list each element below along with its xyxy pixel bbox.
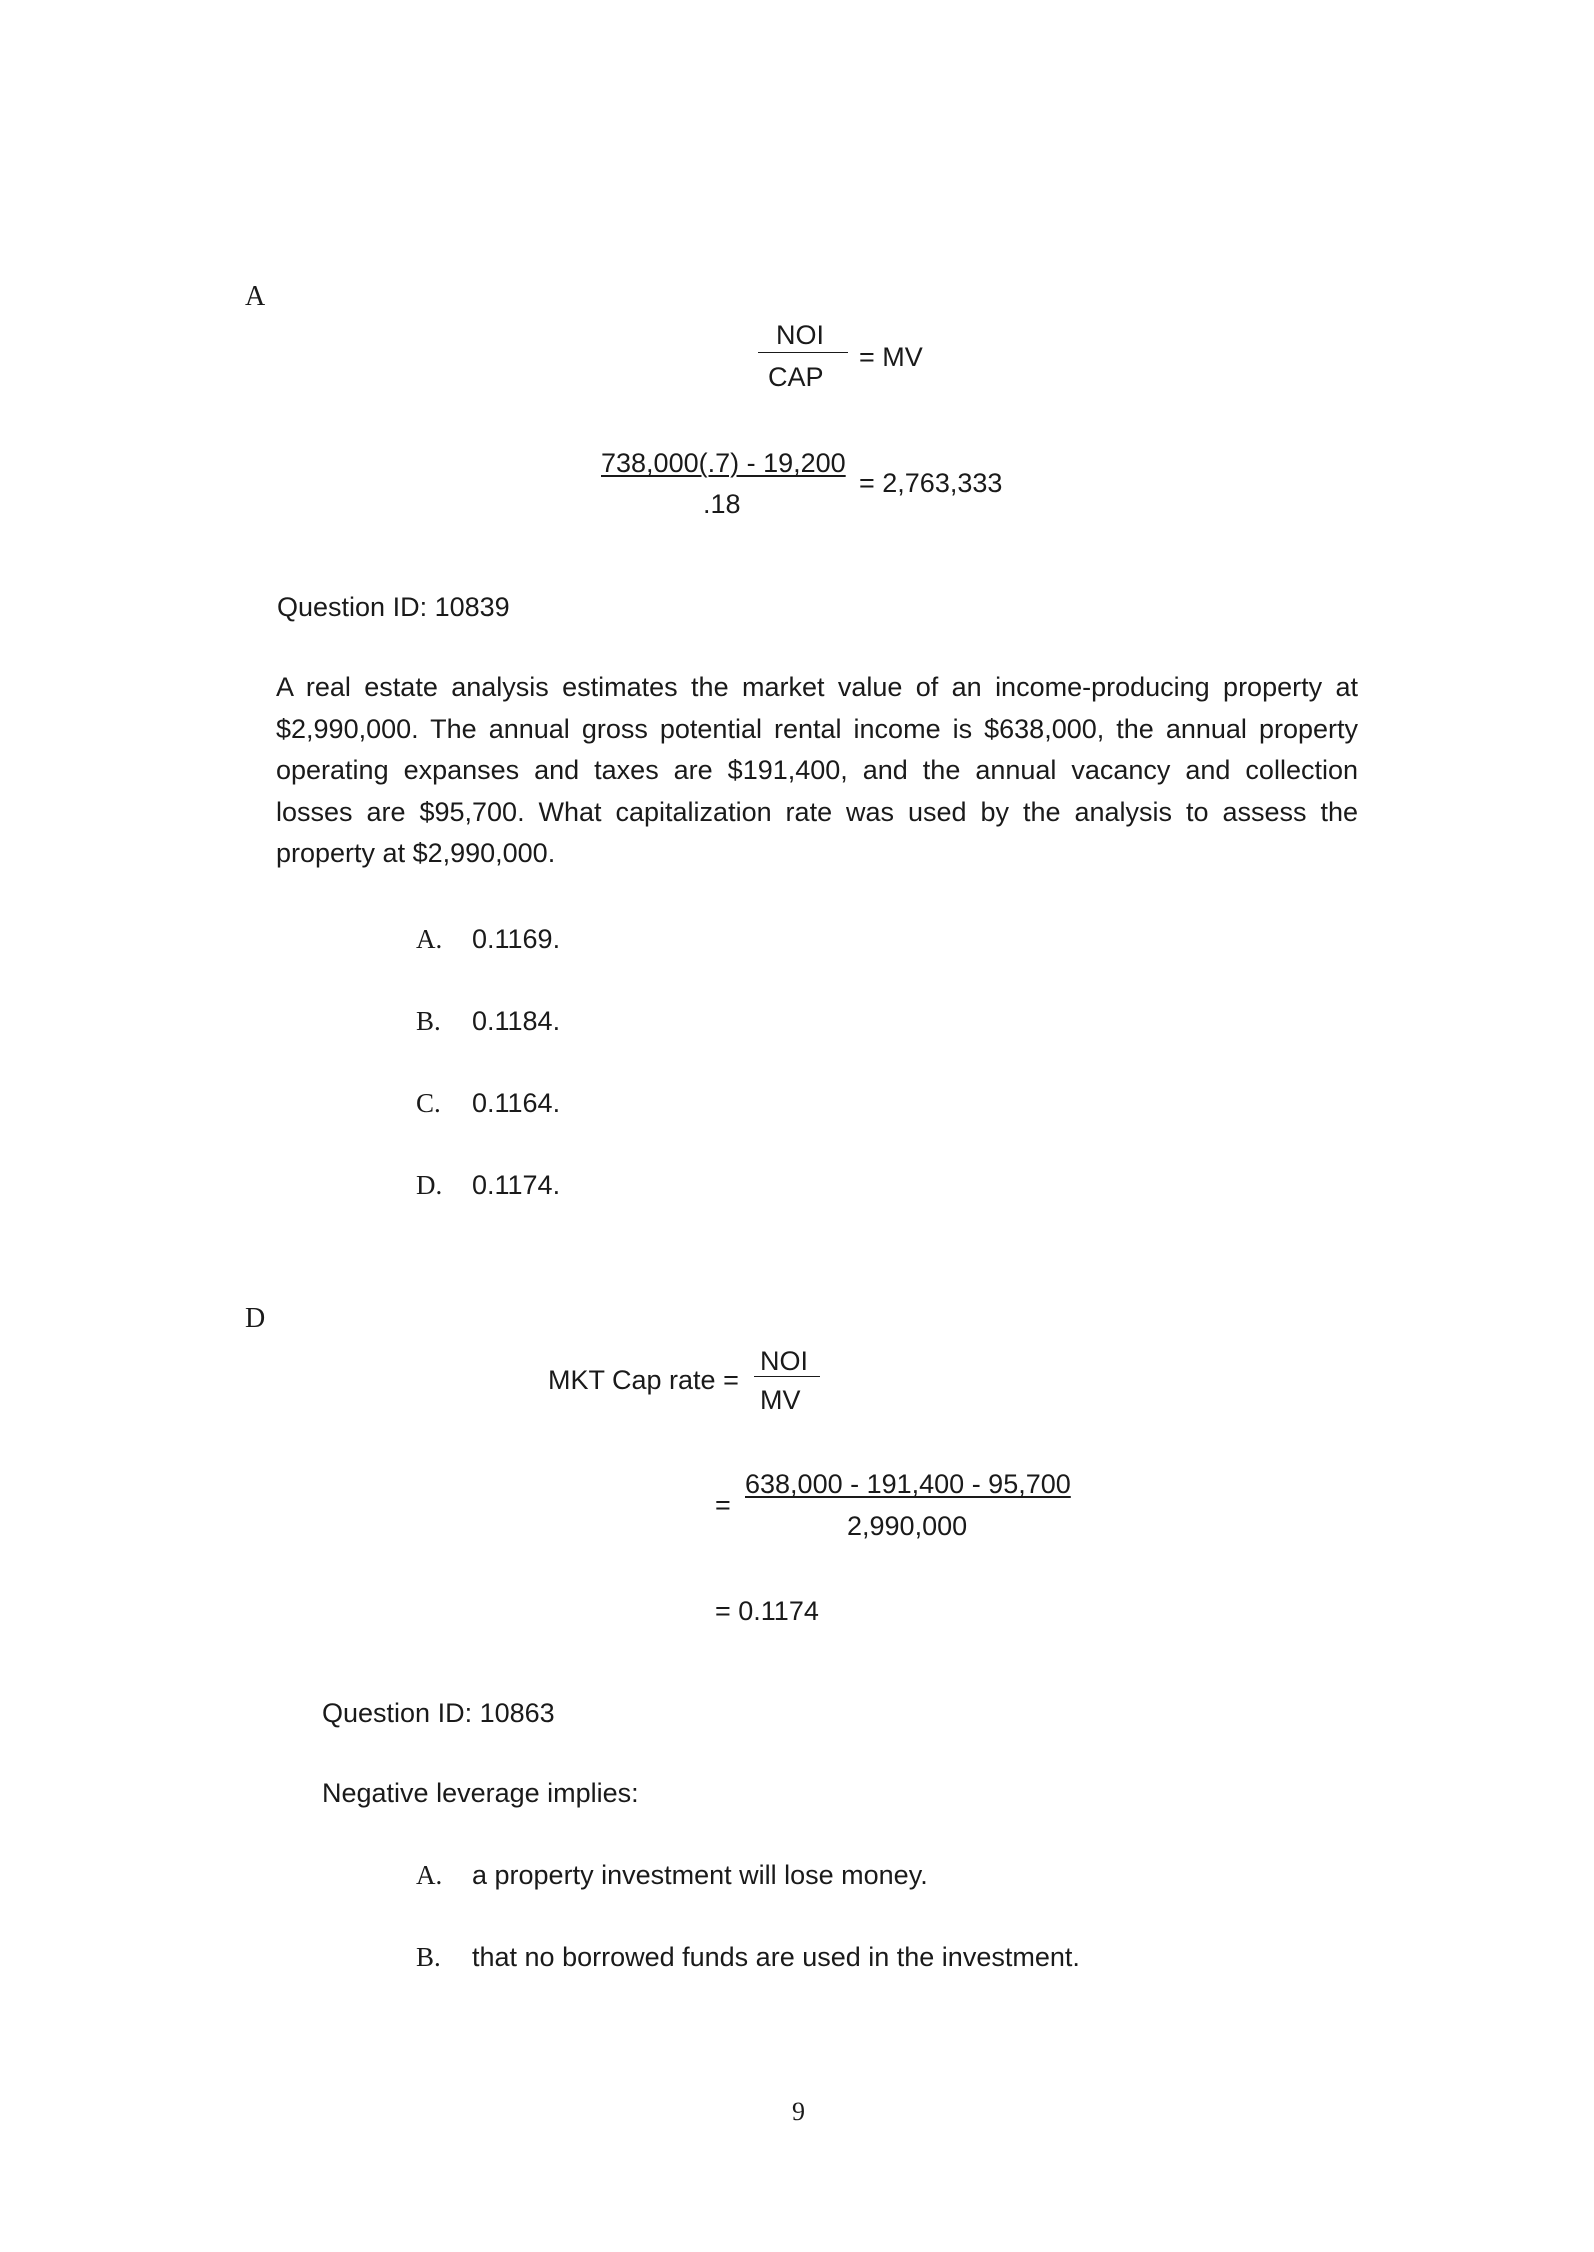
calc-result: = 2,763,333 [859,468,1003,498]
formula-label: MKT Cap rate = [548,1365,739,1395]
option-letter: D. [416,1170,443,1200]
option-text: 0.1164. [472,1088,561,1118]
option-letter: B. [416,1942,441,1972]
calc-equals: = [715,1490,731,1520]
option-text: 0.1169. [472,924,561,954]
option-a [416,924,561,955]
formula-denominator: CAP [768,362,824,392]
fraction-bar [754,1376,820,1377]
option-c [416,1088,561,1119]
formula-result: = MV [859,342,923,372]
calc-denominator: 2,990,000 [847,1511,968,1541]
option-letter: B. [416,1006,441,1036]
answer-letter: D [245,1303,266,1334]
page-number: 9 [792,2097,805,2126]
option-b [416,1942,1080,1973]
fraction-bar [758,352,848,353]
option-letter: C. [416,1088,441,1118]
option-d [416,1170,561,1201]
option-text: 0.1184. [472,1006,561,1036]
option-letter: A. [416,924,443,954]
calc-denominator: .18 [703,489,741,519]
calc-result: = 0.1174 [715,1596,819,1626]
option-letter: A. [416,1860,443,1890]
answer-letter: A [245,281,266,312]
formula-numerator: NOI [776,320,825,350]
question-text: Negative leverage implies: [322,1778,639,1808]
formula-denominator: MV [760,1385,801,1415]
question-id: Question ID: 10839 [277,592,510,622]
option-text: that no borrowed funds are used in the investment. [472,1942,1080,1972]
option-text: a property investment will lose money. [472,1860,928,1890]
option-text: 0.1174. [472,1170,561,1200]
calc-numerator: 738,000(.7) - 19,200 [601,448,846,478]
option-a [416,1860,928,1891]
option-b [416,1006,561,1037]
question-text: A real estate analysis estimates the market value of an income-producing property at $2,990,000. The annual gross potential rental income is $638,000, the annual property operating expanses and taxes are $191,400, and the annual vacancy and collection losses are $95,700. What capitalization rate was used by the analysis to assess the property at $2,990,000. [276,672,1358,868]
calc-numerator: 638,000 - 191,400 - 95,700 [745,1469,1071,1499]
question-id: Question ID: 10863 [322,1698,555,1728]
formula-numerator: NOI [760,1346,809,1376]
